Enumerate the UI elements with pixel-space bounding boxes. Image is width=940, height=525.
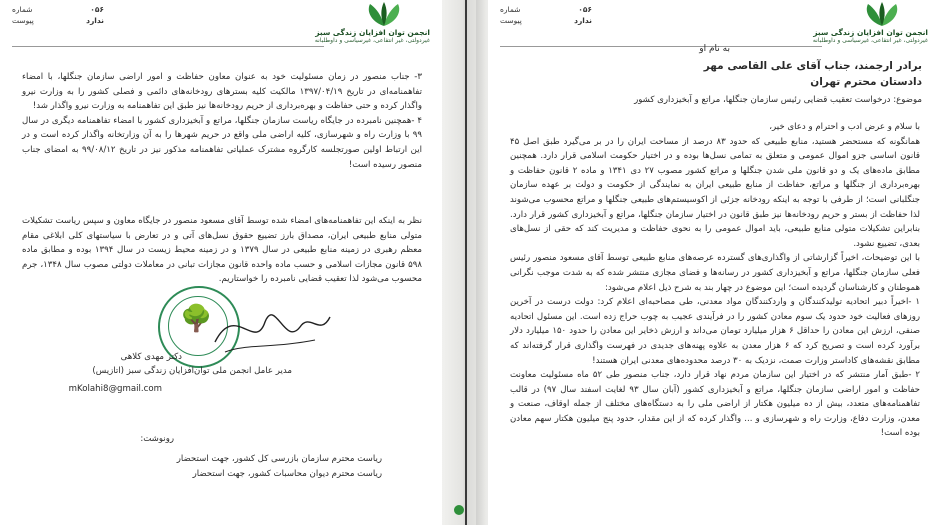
letter-meta [12,4,104,26]
letter-subject: موضوع: درخواست تعقیب قضایی رئیس سازمان جنگلها، مراتع و آبخیزداری کشور [634,95,922,105]
org-subtitle: غیردولتی، غیر انتفاعی، غیرسیاسی و داوطلبانه [812,37,928,44]
cc-recipient-2: ریاست محترم دیوان محاسبات کشور، جهت استحضار [192,469,382,479]
header-divider [500,46,822,47]
body-text [22,70,422,172]
letter-page-1 [488,0,940,525]
org-name: انجمن توان افزایان زندگی سبز [315,28,430,37]
number-label: شماره [12,5,33,14]
body-conclusion [22,214,422,287]
signer-title: مدیر عامل انجمن ملی توان‌افزایان زندگی سبز (اتازیس) [92,366,292,376]
invocation: به نام او [699,44,730,54]
addressee: برادر ارجمند، جناب آقای علی القاصی مهر [703,60,922,72]
cc-recipient-1: ریاست محترم سازمان بازرسی کل کشور، جهت استحضار [176,454,382,464]
number-value: ۰۵۶ [578,5,592,14]
paragraph-4: ۲ -طبق آمار منتشر که در اختیار این سازمان مردم نهاد قرار دارد، جناب منصور طی ۵۲ ماه مسئولیت معاونت حفاظت و امور اراضی سازمان جنگلها، مراتع و آبخیزداری کشور (آبان سال ۹۳ لغایت اسفند سال ۹۷) در قالب تفاهمنامه‌های متعدد، بیش از ده میلیون هکتار از اراضی ملی را به دستگاه‌های مختلف از جمله اوقاف، صنعت و معدن، وزارت دفاع، وزارت راه و شهرسازی و ... واگذار کرده که از این مقدار، حدود پنج میلیون هکتار سهم معادن بوده است! [510,370,920,439]
attach-value: ندارد [86,16,104,25]
attach-label: پیوست [12,16,34,25]
signer-email: mKolahi8@gmail.com [68,384,162,394]
greeting: با سلام و عرض ادب و احترام و دعای خیر، [769,122,920,132]
letter-page-2 [0,0,442,525]
letter-meta [500,4,592,26]
org-subtitle: غیردولتی، غیر انتفاعی، غیرسیاسی و داوطلبانه [314,37,430,44]
signer-name: دکتر مهدی کلاهی [120,352,182,362]
header-divider [12,46,324,47]
paragraph-5: نظر به اینکه این تفاهمنامه‌های امضاء شده توسط آقای مسعود منصور در جایگاه معاون و سپس ریاست تشکیلات متولی منابع طبیعی ایران، مصداق بارز تضییع حقوق نسل‌های آتی و در تعارض با سیاستهای کلی ابلاغی مقام معظم رهبری در زمینه منابع طبیعی در سال ۱۳۷۹ و در زمینه محیط زیست در سال ۱۳۹۴ بوده و مطابق ماده ۵۹۸ قانون مجازات اسلامی و حسب ماده واحده قانون مجازات تبانی در معاملات دولتی مصوب سال ۱۳۴۸، جرم محسوب می‌شود لذا تعقیب قضایی نامبرده را خواستاریم. [22,216,422,285]
gutter-line [465,0,467,525]
attach-label: پیوست [500,16,522,25]
paragraph-3: ۳- جناب منصور در زمان مسئولیت خود به عنوان معاون حفاظت و امور اراضی سازمان جنگلها، با امضاء تفاهمنامه‌ای در تاریخ ۱۳۹۷/۰۴/۱۹ مالکیت کلیه بسترهای رودخانه‌های دائمی و فصلی کشور را به وزارت نیرو واگذار کرده و حتی حفاظت و بهره‌برداری از حریم رودخانه‌ها نیز طبق این تفاهمنامه به وزارت نیرو واگذار شد! [22,72,422,112]
paragraph-2: با این توضیحات، اخیراً گزارشاتی از واگذاری‌های گسترده عرصه‌های منابع طبیعی توسط آقای مسعود منصور رئیس فعلی سازمان جنگلها، مراتع و آبخیزداری کشور در رسانه‌ها و فضای مجازی منتشر شده که به شدت موجب نگرانی هموطنان و کارشناسان گردیده است؛ این موضوع در چهار بند به شرح ذیل اعلام می‌شود: [510,253,920,293]
org-stamp-icon: 🌳 [158,286,240,368]
green-dot-icon [454,505,464,515]
paragraph-1: همانگونه که مستحضر هستید، منابع طبیعی که حدود ۸۳ درصد از مساحت ایران را در بر می‌گیرد طبق اصل ۴۵ قانون اساسی جزو اموال عمومی و متعلق به تمامی نسل‌ها بوده و در اختیار حکومت اسلامی قرار دارد. همچنین مطابق ماده‌های یک و دو قانون ملی شدن جنگلها و مراتع کشور مصوب ۲۷ دی ۱۳۴۱ و ماده ۲ قانون حفاظت و بهره‌برداری از جنگلها و مراتع، حفاظت از منابع طبیعی ایران به نمایندگی از حکومت و دولت بر عهده سازمان جنگلبانی است؛ از طرفی با توجه به اینکه رودخانه جزئی از اکوسیستم‌های طبیعی جنگلها و مراتع محسوب می‌شوند لذا حفاظت از بستر و حریم رودخانه‌ها نیز طبق قانون در اختیار سازمان جنگلها، مراتع و آبخیزداری کشور قرار دارد. بنابراین تشکیلات متولی منابع طبیعی، باید اموال عمومی را به نحوی حفاظت و مدیریت کند که حقی از نسل‌های بعدی، تضییع نشود. [510,136,920,249]
org-logo [314,2,430,45]
paragraph-4: ۴ -همچنین نامبرده در جایگاه ریاست سازمان جنگلها، مراتع و آبخیزداری کشور با امضاء تفاهمنامه دیگری در سال ۹۹ با وزارت راه و شهرسازی، کلیه اراضی ملی واقع در حریم شهرها را به آن وزارتخانه واگذار کرده است و در این ارتباط اولین صورتجلسه کارگروه مشترک عملیاتی تفاهمنامه مذکور نیز در تاریخ ۹۹/۰۸/۱۲ به امضای جناب منصور رسیده است! [22,115,422,170]
number-label: شماره [500,5,521,14]
signature-icon [205,282,335,370]
body-text [510,120,920,441]
org-name: انجمن توان افزایان زندگی سبز [813,28,928,37]
attach-value: ندارد [574,16,592,25]
leaf-logo-icon [362,2,406,28]
addressee-title: دادستان محترم تهران [810,76,922,88]
leaf-logo-icon [860,2,904,28]
cc-title: رونوشت: [140,434,174,444]
org-logo [812,2,928,45]
paragraph-3: ۱ -اخیراً دبیر اتحادیه تولیدکنندگان و واردکنندگان مواد معدنی، طی مصاحبه‌ای اعلام کرد: دولت درست در آخرین روزهای فعالیت خود حدود یک سوم معادن کشور را در فرآیندی عجیب به چوب حراج زده است. این مسئول اتحادیه صنفی، ارزش این معادن را حداقل ۶ هزار میلیارد تومان می‌داند و ارزش ذخایر این معادن را حدود ۱۵۰ میلیارد دلار برآورد کرده است و تصریح کرد که ۶ هزار معدن به علاوه پهنه‌های جدیدی در فهرست واگذاری قرار گرفته‌اند که مطابق نقشه‌های کاداستر وزارت صمت، نزدیک به ۳۰ درصد محدوده‌های معدنی ایران هستند! [510,297,920,366]
number-value: ۰۵۶ [90,5,104,14]
